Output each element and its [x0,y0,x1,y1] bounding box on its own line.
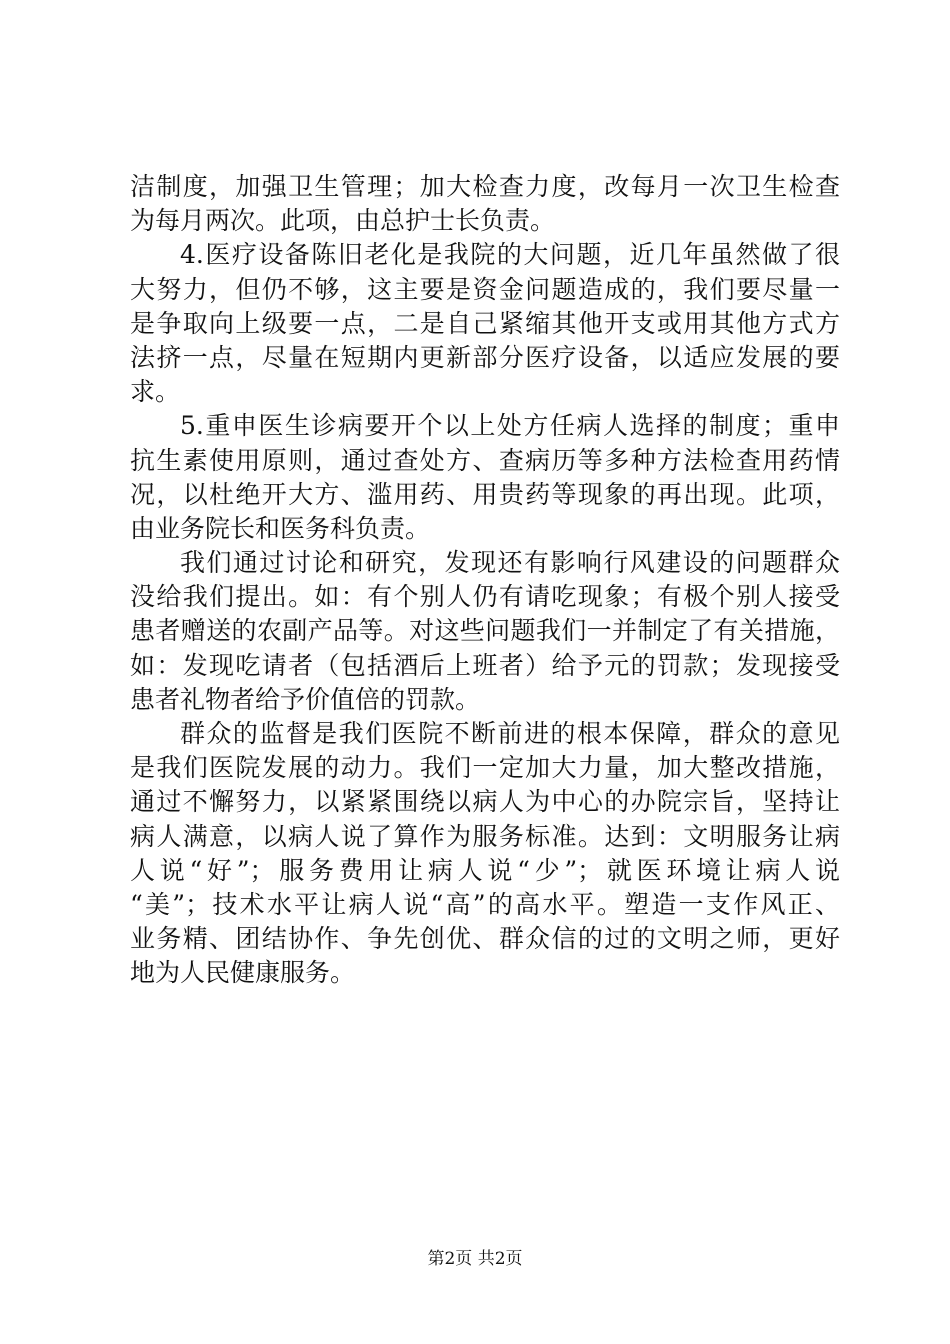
text-line: 由业务院长和医务科负责。 [130,513,431,543]
text-line: 况，以杜绝开大方、滥用药、用贵药等现象的再出现。此项， [130,479,840,509]
text-line: 患者赠送的农副产品等。对这些问题我们一并制定了有关措施， [130,616,840,646]
text-line: 如：发现吃请者（包括酒后上班者）给予元的罚款；发现接受 [130,650,840,680]
text-line: 是我们医院发展的动力。我们一定加大力量，加大整改措施， [130,753,840,783]
text-line: 法挤一点，尽量在短期内更新部分医疗设备，以适应发展的要 [130,342,840,372]
text-line: 地为人民健康服务。 [130,958,356,988]
text-line: 大努力，但仍不够，这主要是资金问题造成的，我们要尽量一 [130,274,840,304]
text-line: 没给我们提出。如：有个别人仍有请吃现象；有极个别人接受 [130,582,840,612]
text-line: 为每月两次。此项，由总护士长负责。 [130,206,556,236]
page-number-footer: 第2页 共2页 [427,1249,523,1269]
text-line: 人说“好”；服务费用让病人说“少”；就医环境让病人说 [130,855,840,885]
text-line: 抗生素使用原则，通过查处方、查病历等多种方法检查用药情 [130,445,840,475]
text-line: 我们通过讨论和研究，发现还有影响行风建设的问题群众 [180,548,840,578]
text-line: 通过不懈努力，以紧紧围绕以病人为中心的办院宗旨，坚持让 [130,787,840,817]
document-body [130,170,840,991]
text-line: 群众的监督是我们医院不断前进的根本保障，群众的意见 [180,719,840,748]
text-line: 求。 [130,377,181,407]
text-line: 5.重申医生诊病要开个以上处方任病人选择的制度；重申 [180,411,840,441]
text-line: 洁制度，加强卫生管理；加大检查力度，改每月一次卫生检查 [130,172,840,201]
text-line: 是争取向上级要一点，二是自己紧缩其他开支或用其他方式方 [130,308,840,338]
text-line: 患者礼物者给予价值倍的罚款。 [130,684,481,714]
text-line: 4.医疗设备陈旧老化是我院的大问题，近几年虽然做了很 [180,240,840,270]
text-line: “美”；技术水平让病人说“高”的高水平。塑造一支作风正、 [130,889,840,919]
text-line: 业务精、团结协作、争先创优、群众信的过的文明之师，更好 [130,924,840,954]
text-line: 病人满意，以病人说了算作为服务标准。达到：文明服务让病 [130,821,840,851]
